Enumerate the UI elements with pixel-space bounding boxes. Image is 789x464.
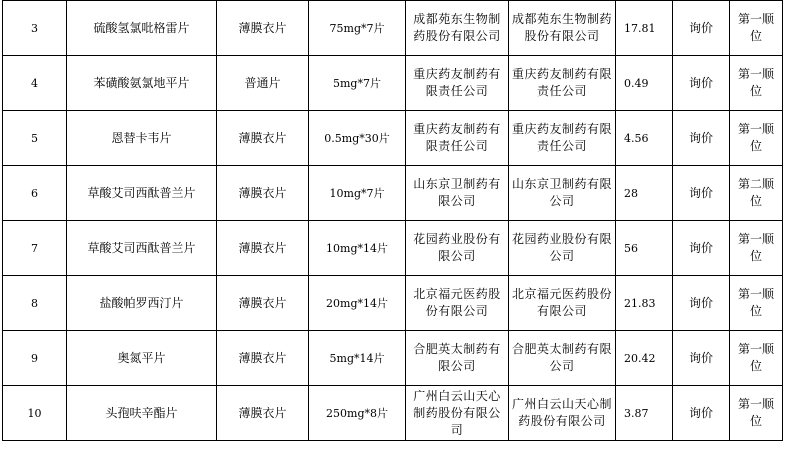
price-cell: 56	[616, 221, 673, 276]
applicant-company-cell: 成都苑东生物制药股份有限公司	[509, 1, 616, 56]
dosage-form-cell: 薄膜衣片	[217, 111, 309, 166]
specification-cell: 20mg*14片	[309, 276, 406, 331]
table-row	[3, 1, 783, 56]
table-row	[3, 331, 783, 386]
method-cell: 询价	[673, 166, 730, 221]
row-number-cell: 5	[3, 111, 67, 166]
manufacturer-cell: 重庆药友制药有限责任公司	[406, 56, 509, 111]
table-row	[3, 56, 783, 111]
applicant-company-cell: 山东京卫制药有限公司	[509, 166, 616, 221]
method-cell: 询价	[673, 111, 730, 166]
applicant-company-cell: 花园药业股份有限公司	[509, 221, 616, 276]
table-body	[3, 1, 783, 441]
specification-cell: 75mg*7片	[309, 1, 406, 56]
row-number-cell: 9	[3, 331, 67, 386]
row-number-cell: 10	[3, 386, 67, 441]
applicant-company-cell: 重庆药友制药有限责任公司	[509, 56, 616, 111]
method-cell: 询价	[673, 276, 730, 331]
price-cell: 17.81	[616, 1, 673, 56]
price-cell: 4.56	[616, 111, 673, 166]
table-row	[3, 111, 783, 166]
specification-cell: 5mg*14片	[309, 331, 406, 386]
rank-cell: 第二顺位	[730, 166, 783, 221]
row-number-cell: 8	[3, 276, 67, 331]
price-cell: 0.49	[616, 56, 673, 111]
specification-cell: 250mg*8片	[309, 386, 406, 441]
dosage-form-cell: 薄膜衣片	[217, 166, 309, 221]
table-row	[3, 166, 783, 221]
drug-name-cell: 头孢呋辛酯片	[67, 386, 217, 441]
row-number-cell: 4	[3, 56, 67, 111]
dosage-form-cell: 普通片	[217, 56, 309, 111]
table-row	[3, 276, 783, 331]
method-cell: 询价	[673, 1, 730, 56]
rank-cell: 第一顺位	[730, 1, 783, 56]
method-cell: 询价	[673, 221, 730, 276]
row-number-cell: 6	[3, 166, 67, 221]
manufacturer-cell: 成都苑东生物制药股份有限公司	[406, 1, 509, 56]
rank-cell: 第一顺位	[730, 111, 783, 166]
dosage-form-cell: 薄膜衣片	[217, 386, 309, 441]
drug-name-cell: 苯磺酸氨氯地平片	[67, 56, 217, 111]
drug-name-cell: 恩替卡韦片	[67, 111, 217, 166]
drug-name-cell: 硫酸氢氯吡格雷片	[67, 1, 217, 56]
row-number-cell: 3	[3, 1, 67, 56]
dosage-form-cell: 薄膜衣片	[217, 331, 309, 386]
manufacturer-cell: 北京福元医药股份有限公司	[406, 276, 509, 331]
manufacturer-cell: 广州白云山天心制药股份有限公司	[406, 386, 509, 441]
drug-name-cell: 草酸艾司西酞普兰片	[67, 166, 217, 221]
specification-cell: 5mg*7片	[309, 56, 406, 111]
drug-name-cell: 奥氮平片	[67, 331, 217, 386]
manufacturer-cell: 重庆药友制药有限责任公司	[406, 111, 509, 166]
row-number-cell: 7	[3, 221, 67, 276]
specification-cell: 10mg*14片	[309, 221, 406, 276]
drug-name-cell: 草酸艾司西酞普兰片	[67, 221, 217, 276]
manufacturer-cell: 合肥英太制药有限公司	[406, 331, 509, 386]
applicant-company-cell: 合肥英太制药有限公司	[509, 331, 616, 386]
applicant-company-cell: 北京福元医药股份有限公司	[509, 276, 616, 331]
dosage-form-cell: 薄膜衣片	[217, 1, 309, 56]
applicant-company-cell: 广州白云山天心制药股份有限公司	[509, 386, 616, 441]
applicant-company-cell: 重庆药友制药有限责任公司	[509, 111, 616, 166]
rank-cell: 第一顺位	[730, 331, 783, 386]
table-row	[3, 386, 783, 441]
price-cell: 20.42	[616, 331, 673, 386]
price-cell: 3.87	[616, 386, 673, 441]
specification-cell: 10mg*7片	[309, 166, 406, 221]
manufacturer-cell: 山东京卫制药有限公司	[406, 166, 509, 221]
dosage-form-cell: 薄膜衣片	[217, 276, 309, 331]
rank-cell: 第一顺位	[730, 276, 783, 331]
drug-name-cell: 盐酸帕罗西汀片	[67, 276, 217, 331]
specification-cell: 0.5mg*30片	[309, 111, 406, 166]
drug-procurement-table	[2, 0, 783, 441]
method-cell: 询价	[673, 386, 730, 441]
manufacturer-cell: 花园药业股份有限公司	[406, 221, 509, 276]
rank-cell: 第一顺位	[730, 386, 783, 441]
rank-cell: 第一顺位	[730, 221, 783, 276]
table-row	[3, 221, 783, 276]
method-cell: 询价	[673, 331, 730, 386]
method-cell: 询价	[673, 56, 730, 111]
price-cell: 28	[616, 166, 673, 221]
rank-cell: 第一顺位	[730, 56, 783, 111]
price-cell: 21.83	[616, 276, 673, 331]
dosage-form-cell: 薄膜衣片	[217, 221, 309, 276]
